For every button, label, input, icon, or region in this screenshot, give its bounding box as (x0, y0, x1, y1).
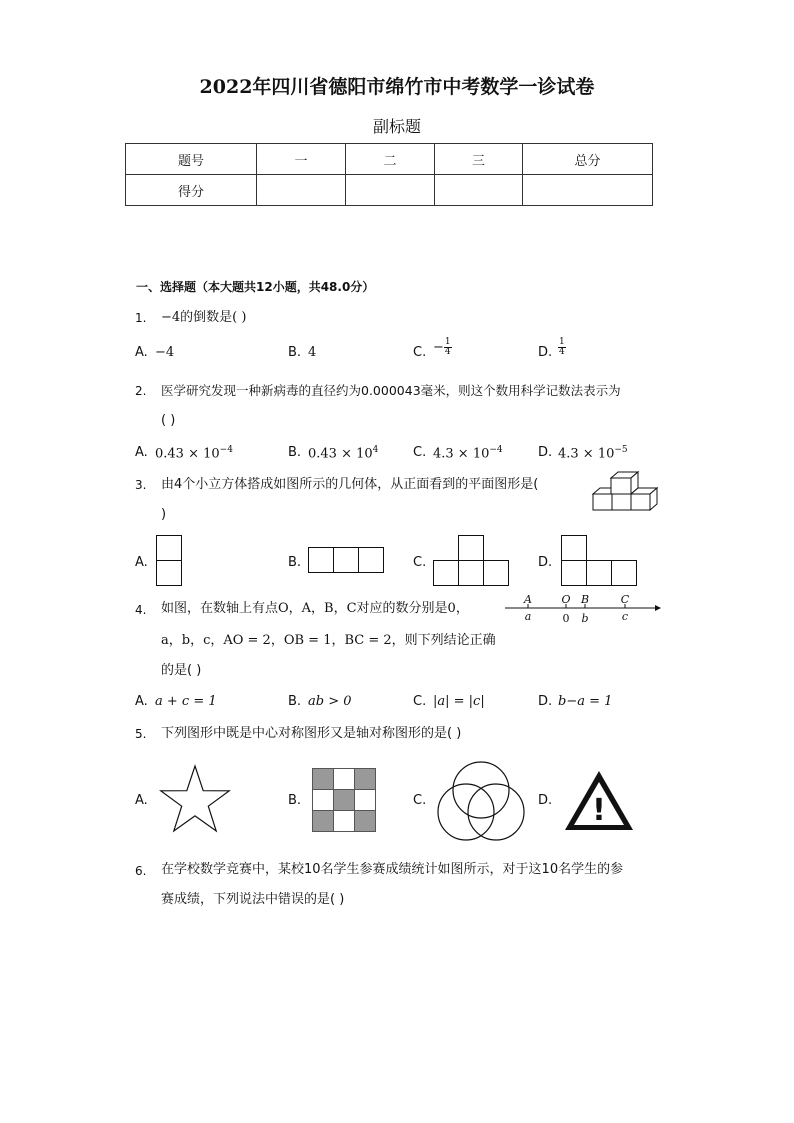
point-label: C (620, 593, 630, 606)
table-cell: 一 (257, 144, 346, 175)
option-a-figure (156, 535, 182, 586)
option-a-label: A. (135, 793, 148, 808)
question-text-cont: 的是( ) (161, 663, 202, 678)
option-b-label: B. (288, 345, 302, 360)
question-text: 医学研究发现一种新病毒的直径约为0.000043毫米，则这个数用科学记数法表示为 (161, 383, 621, 398)
option-a: a + c = 1 (155, 694, 217, 709)
question-number: 1. (135, 311, 147, 325)
option-c-label: C. (413, 694, 427, 709)
numerator: 1 (444, 337, 451, 347)
question-number: 6. (135, 864, 147, 878)
option-a: −4 (155, 345, 175, 360)
value-label: 0 (562, 612, 570, 625)
minus-sign: − (433, 340, 444, 355)
base: 0.43 × 10 (308, 446, 373, 462)
option-d (558, 445, 628, 461)
option-c: |a| = |c| (433, 694, 485, 709)
option-c-label: C. (413, 555, 427, 570)
exponent: −5 (614, 445, 628, 455)
option-b-label: B. (288, 694, 302, 709)
checker-grid-figure (312, 768, 378, 834)
exponent: −4 (489, 445, 503, 455)
question-text-cont: 赛成绩，下列说法中错误的是( ) (161, 892, 345, 907)
question-text-cont: a，b，c，AO = 2，OB = 1，BC = 2，则下列结论正确 (161, 633, 496, 648)
question-text: 在学校数学竞赛中，某校10名学生参赛成绩统计如图所示，对于这10名学生的参 (161, 862, 624, 877)
numerator: 1 (559, 337, 565, 347)
option-b-label: B. (288, 793, 302, 808)
option-c-label: C. (413, 793, 427, 808)
question-number: 3. (135, 478, 147, 492)
option-b (308, 445, 378, 461)
option-d-label: D. (538, 345, 553, 360)
option-b-label: B. (288, 445, 302, 460)
option-b: 4 (308, 345, 317, 360)
option-d-label: D. (538, 694, 553, 709)
denominator: 4 (444, 347, 451, 357)
fraction (558, 338, 566, 357)
value-label: c (621, 610, 629, 623)
warning-sign-figure (563, 769, 635, 833)
option-b-figure (308, 547, 386, 573)
point-label: A (524, 593, 532, 606)
option-d (558, 338, 566, 357)
table-cell: 三 (435, 144, 523, 175)
table-cell (346, 175, 435, 206)
table-row (126, 175, 653, 206)
option-d-label: D. (538, 555, 553, 570)
option-b-label: B. (288, 555, 302, 570)
score-table (125, 143, 653, 206)
table-cell: 总分 (523, 144, 653, 175)
option-a-label: A. (135, 445, 148, 460)
option-a-label: A. (135, 345, 148, 360)
page-subtitle: 副标题 (372, 117, 421, 136)
option-c-label: C. (413, 345, 427, 360)
option-d-label: D. (538, 445, 553, 460)
table-row (126, 144, 653, 175)
base: 4.3 × 10 (433, 446, 490, 462)
denominator: 4 (559, 347, 565, 357)
star-figure (159, 765, 231, 835)
section-heading: 一、选择题（本大题共12小题，共48.0分） (136, 280, 375, 294)
base: 0.43 × 10 (155, 446, 220, 462)
base: 4.3 × 10 (558, 446, 615, 462)
option-d-figure (561, 535, 639, 586)
point-label: B (580, 593, 590, 606)
fraction (444, 338, 452, 357)
page-title: 2022年四川省德阳市绵竹市中考数学一诊试卷 (199, 76, 595, 98)
option-a (155, 445, 233, 461)
table-cell: 二 (346, 144, 435, 175)
number-line (505, 592, 660, 626)
question-text-cont: ) (161, 507, 167, 522)
question-number: 2. (135, 384, 147, 398)
option-c (433, 445, 503, 461)
value-label: b (581, 612, 589, 625)
option-c-figure (433, 535, 511, 586)
option-a-label: A. (135, 555, 148, 570)
table-cell (257, 175, 346, 206)
question-number: 5. (135, 727, 147, 741)
arrow-icon (655, 605, 661, 611)
option-d: b−a = 1 (558, 694, 613, 709)
value-label: a (524, 610, 532, 623)
question-text: 由4个小立方体搭成如图所示的几何体，从正面看到的平面图形是( (161, 477, 539, 492)
option-d-label: D. (538, 793, 553, 808)
exponent: −4 (219, 445, 233, 455)
triquetra-figure (435, 760, 527, 842)
table-cell (435, 175, 523, 206)
question-text: −4的倒数是( ) (161, 310, 247, 325)
table-cell: 得分 (126, 175, 257, 206)
point-label: O (561, 593, 571, 606)
option-b: ab > 0 (308, 694, 352, 709)
question-text: 如图，在数轴上有点O，A，B，C对应的数分别是0， (161, 601, 469, 616)
question-number: 4. (135, 603, 147, 617)
option-a-label: A. (135, 694, 148, 709)
option-c (433, 338, 452, 357)
exponent: 4 (372, 445, 379, 455)
question-text-cont: ( ) (161, 413, 176, 428)
table-cell: 题号 (126, 144, 257, 175)
table-cell (523, 175, 653, 206)
option-c-label: C. (413, 445, 427, 460)
exclamation-icon: ! (592, 793, 606, 828)
question-text: 下列图形中既是中心对称图形又是轴对称图形的是( ) (161, 726, 462, 741)
cube-solid-figure (592, 470, 660, 516)
